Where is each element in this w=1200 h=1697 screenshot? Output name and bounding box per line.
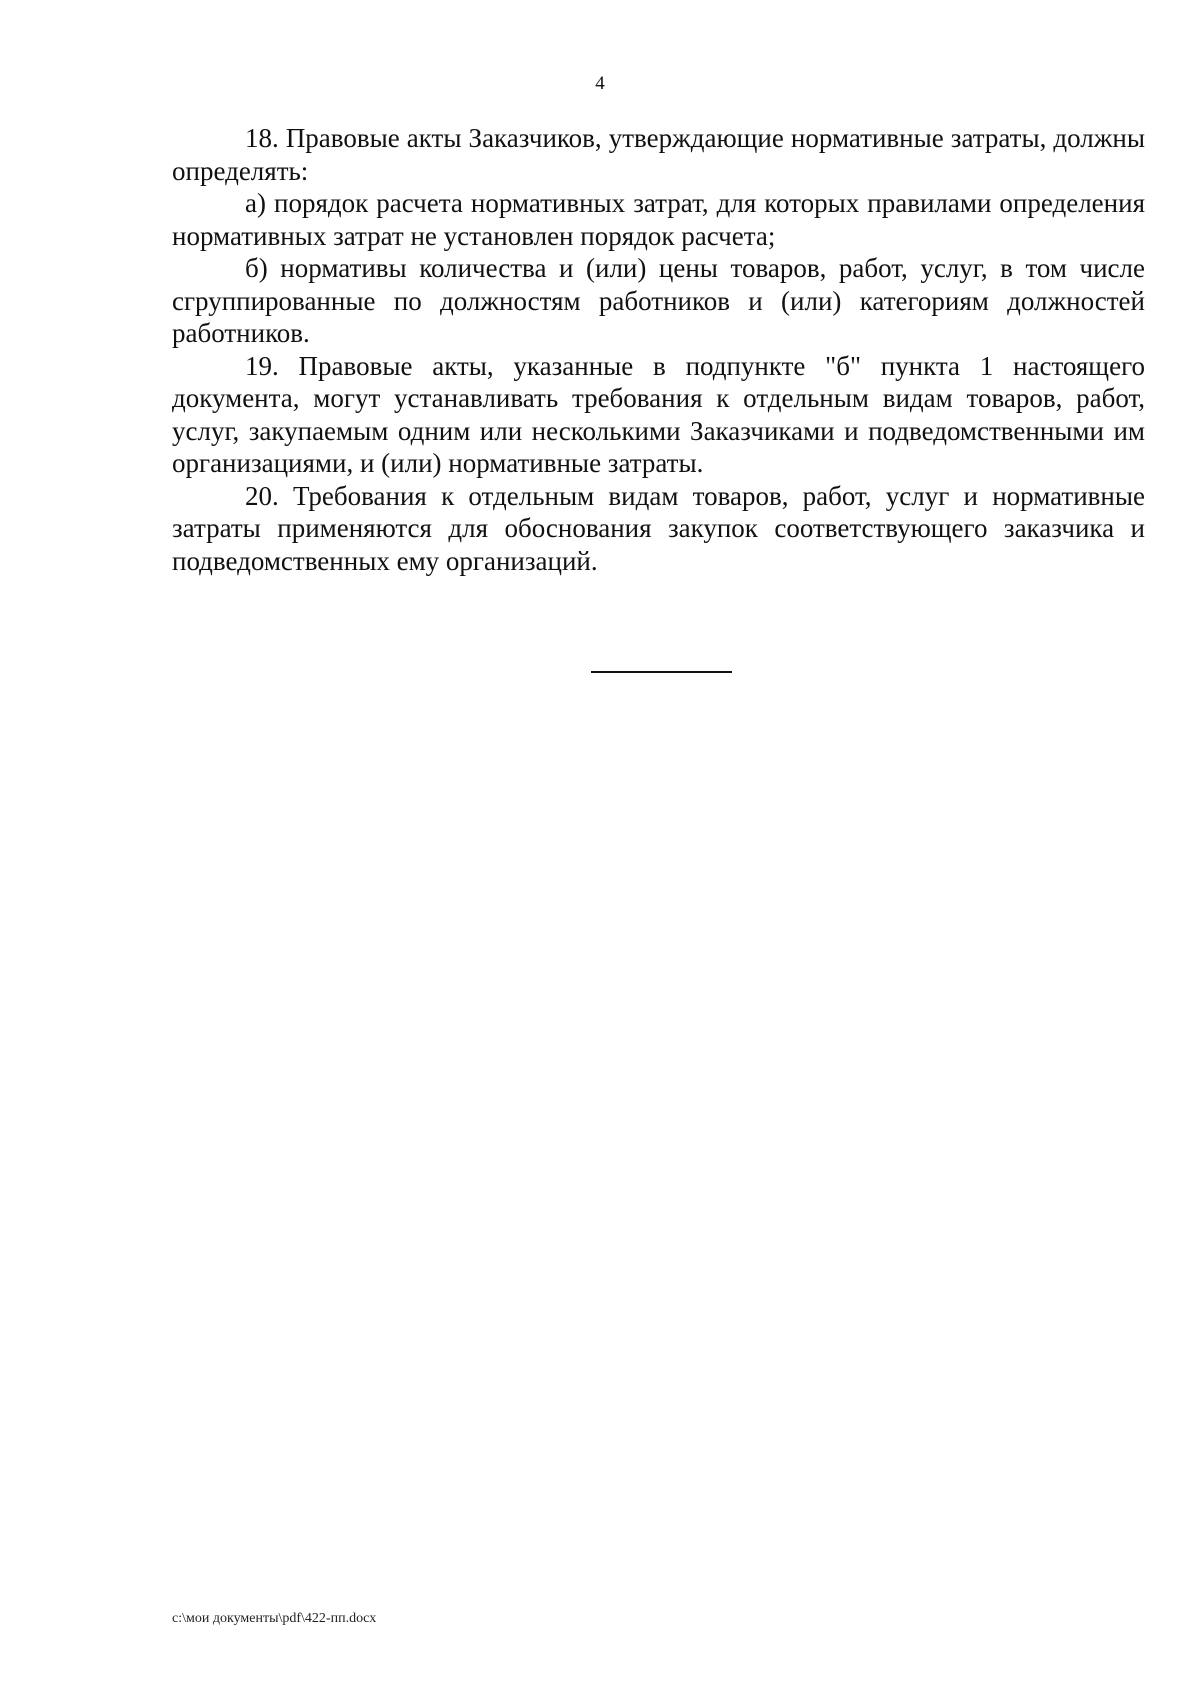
document-body xyxy=(172,122,1145,577)
paragraph-19: 19. Правовые акты, указанные в подпункте "б" пункта 1 настоящего документа, могут устанавливать требования к отдельным видам товаров, работ, услуг, закупаемым одним или несколькими Заказчиками и подведомственными им организациями, и (или) нормативные затраты. xyxy=(172,350,1145,478)
paragraph-18a: а) порядок расчета нормативных затрат, для которых правилами определения нормативных затрат не установлен порядок расчета; xyxy=(172,188,1145,251)
page-number: 4 xyxy=(595,73,605,94)
paragraph-18b: б) нормативы количества и (или) цены товаров, работ, услуг, в том числе сгруппированные по должностям работников и (или) категориям должностей работников. xyxy=(172,253,1145,348)
footer-file-path: c:\мои документы\pdf\422-пп.docx xyxy=(172,1611,377,1626)
paragraph-20: 20. Требования к отдельным видам товаров, работ, услуг и нормативные затраты применяются для обоснования закупок соответствующего заказчика и подведомственных ему организаций. xyxy=(172,480,1145,576)
paragraph-18: 18. Правовые акты Заказчиков, утверждающие нормативные затраты, должны определять: xyxy=(172,123,1145,186)
end-of-text-divider xyxy=(591,671,732,673)
